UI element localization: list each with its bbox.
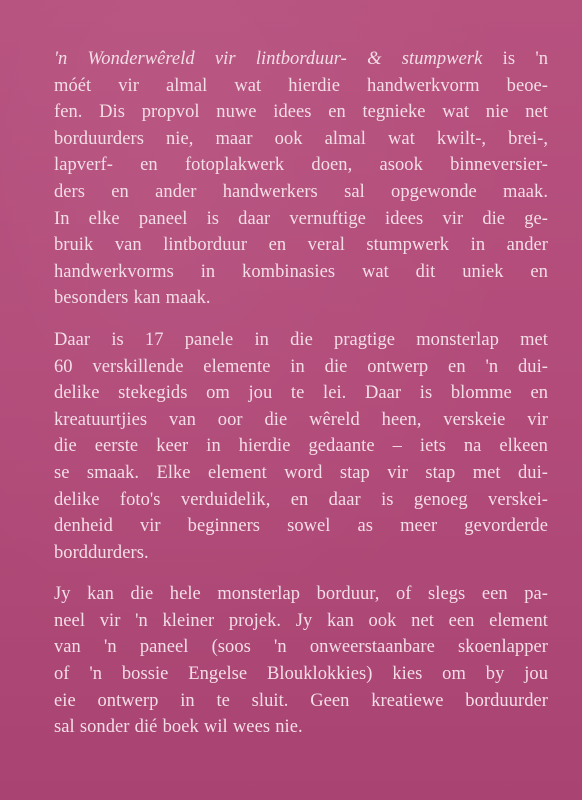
text-line: ders en ander handwerkers sal opgewonde maak. bbox=[54, 181, 548, 202]
text-line: fen. Dis propvol nuwe idees en tegnieke wat nie net bbox=[54, 102, 548, 123]
text-line: Daar is 17 panele in die pragtige monsterlap met bbox=[54, 329, 548, 350]
text-line: 60 verskillende elemente in die ontwerp en 'n dui- bbox=[54, 356, 548, 377]
blurb-paragraph-3 bbox=[54, 581, 548, 741]
book-title-italic: 'n Wonderwêreld vir lintborduur- & stumpwerk bbox=[54, 49, 483, 69]
text-line: kreatuurtjies van oor die wêreld heen, verskeie vir bbox=[54, 409, 548, 430]
text-line: bruik van lintborduur en veral stumpwerk in ander bbox=[54, 235, 548, 256]
blurb-paragraph-2 bbox=[54, 327, 548, 566]
text-line: Jy kan die hele monsterlap borduur, of slegs een pa- bbox=[54, 584, 548, 605]
text-line: borduurders nie, maar ook almal wat kwilt-, brei-, bbox=[54, 128, 548, 149]
text-line: of 'n bossie Engelse Blouklokkies) kies om by jou bbox=[54, 664, 548, 685]
text-line: móét vir almal wat hierdie handwerkvorm beoe- bbox=[54, 75, 548, 96]
text-line: eie ontwerp in te sluit. Geen kreatiewe borduurder bbox=[54, 690, 548, 711]
text-line: die eerste keer in hierdie gedaante – iets na elkeen bbox=[54, 436, 548, 457]
text-line: delike stekegids om jou te lei. Daar is blomme en bbox=[54, 383, 548, 404]
text-line: neel vir 'n kleiner projek. Jy kan ook net een element bbox=[54, 610, 548, 631]
text-line: handwerkvorms in kombinasies wat dit uniek en bbox=[54, 261, 548, 282]
text-line: lapverf- en fotoplakwerk doen, asook binneversier- bbox=[54, 155, 548, 176]
text-line bbox=[54, 46, 548, 73]
text-line: se smaak. Elke element word stap vir stap met dui- bbox=[54, 462, 548, 483]
blurb-paragraph-1 bbox=[54, 46, 548, 312]
text-line: delike foto's verduidelik, en daar is genoeg verskei- bbox=[54, 489, 548, 510]
text-line: In elke paneel is daar vernuftige idees vir die ge- bbox=[54, 208, 548, 229]
text-line: borddurders. bbox=[54, 542, 149, 563]
text-fragment: is 'n bbox=[482, 49, 548, 69]
text-line: besonders kan maak. bbox=[54, 288, 211, 309]
text-line: van 'n paneel (soos 'n onweerstaanbare skoenlapper bbox=[54, 637, 548, 658]
text-line: sal sonder dié boek wil wees nie. bbox=[54, 717, 303, 738]
text-line: denheid vir beginners sowel as meer gevorderde bbox=[54, 516, 548, 537]
